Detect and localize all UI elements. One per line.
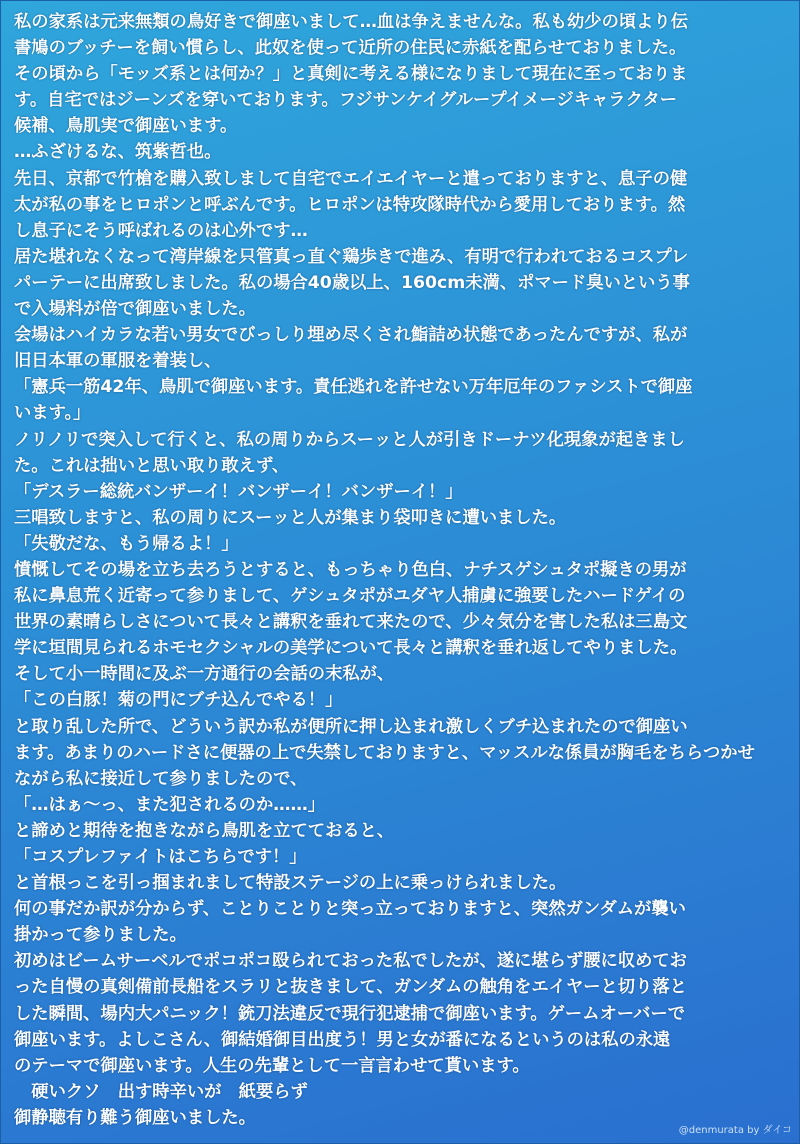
text-line: 旧日本軍の軍服を着装し、 [14, 351, 222, 372]
text-line: 候補、鳥肌実で御座います。 [14, 116, 238, 137]
text-line: 「失敬だな、もう帰るよ！」 [14, 533, 239, 554]
text-line: った自慢の真剣備前長船をスラリと抜きまして、ガンダムの触角をエイヤーと切り落と [14, 977, 687, 998]
text-line: した瞬間、場内大パニック！銃刀法違反で現行犯逮捕で御座います。ゲームオーバーで [14, 1003, 686, 1024]
text-line: と首根っこを引っ掴まれまして特設ステージの上に乗っけられました。 [14, 873, 567, 894]
text-line: す。自宅ではジーンズを穿いております。フジサンケイグループイメージキャラクター [14, 90, 678, 111]
text-line: 掛かって参りました。 [14, 925, 187, 946]
text-line: のテーマで御座います。人生の先輩として一言言わせて貰います。 [14, 1055, 530, 1076]
text-line: 書鳩のブッチーを飼い慣らし、此奴を使って近所の住民に赤紙を配らせておりました。 [14, 38, 687, 59]
text-line: います。」 [14, 403, 91, 424]
text-line: 私の家系は元来無類の鳥好きで御座いまして…血は争えませんな。私も幼少の頃より伝 [14, 12, 688, 32]
text-line: 「憲兵一筋42年、鳥肌で御座います。責任逃れを許せない万年厄年のファシストで御座 [14, 377, 693, 398]
credit-watermark: @denmurata by ダイコ [678, 1125, 792, 1136]
text-line: 私に鼻息荒く近寄って参りまして、ゲシュタポがユダヤ人捕虜に強要したハードゲイの [14, 586, 686, 607]
text-line: 「コスプレファイトはこちらです！」 [14, 847, 307, 867]
text-line: し息子にそう呼ばれるのは心外です… [14, 220, 308, 241]
text-line: 初めはビームサーベルでポコポコ殴られておった私でしたが、遂に堪らず腰に収めてお [14, 951, 687, 972]
text-line: 「この白豚！菊の門にブチ込んでやる！」 [14, 690, 343, 711]
text-line: た。これは拙いと思い取り敢えず、 [14, 455, 290, 476]
text-line: 先日、京都で竹槍を購入致しまして自宅でエイエイヤーと遣っておりますと、息子の健 [14, 168, 688, 189]
text-line: ます。あまりのハードさに便器の上で失禁しておりますと、マッスルな係員が胸毛をちらつかせ [14, 742, 755, 763]
text-line: 憤慨してその場を立ち去ろうとすると、もっちゃり色白、ナチスゲシュタポ擬きの男が [14, 559, 687, 580]
text-line: 御座います。よしこさん、御結婚御目出度う！男と女が番になるというのは私の永遠 [14, 1029, 671, 1050]
text-line: 世界の素晴らしさについて長々と講釈を垂れて来たので、少々気分を害した私は三島文 [14, 612, 688, 633]
text-line: 学に垣間見られるホモセクシャルの美学について長々と講釈を垂れ返してやりました。 [14, 638, 688, 659]
text-line: と諦めと期待を抱きながら鳥肌を立てておると、 [14, 820, 395, 841]
text-line: 何の事だか訳が分からず、ことりことりと突っ立っておりますと、突然ガンダムが襲い [14, 899, 686, 920]
text-line: 三唱致しますと、私の周りにスーッと人が集まり袋叩きに遭いました。 [14, 507, 567, 528]
text-line: 御静聴有り難う御座いました。 [14, 1107, 256, 1128]
text-line: と取り乱した所で、どういう訳か私が便所に押し込まれ激しくブチ込まれたので御座い [14, 716, 688, 737]
text-line: ノリノリで突入して行くと、私の周りからスーッと人が引きドーナツ化現象が起きまし [14, 429, 685, 450]
text-line: 「…はぁ～っ、また犯されるのか……」 [14, 794, 326, 815]
text-line: 硬いクソ 出す時辛いが 紙要らず [14, 1081, 308, 1102]
text-line: 「デスラー総統バンザーイ！バンザーイ！バンザーイ！」 [14, 481, 463, 502]
text-line: パーテーに出席致しました。私の場合40歳以上、160cm未満、ポマード臭いという事 [14, 272, 690, 293]
text-line: ながら私に接近して参りましたので、 [14, 768, 308, 789]
monologue-text [14, 9, 790, 1131]
text-line: …ふざけるな、筑紫哲也。 [14, 142, 222, 163]
text-line: そして小一時間に及ぶ一方通行の会話の末私が、 [14, 664, 395, 685]
text-line: 太が私の事をヒロポンと呼ぶんです。ヒロポンは特攻隊時代から愛用しております。然 [14, 194, 686, 215]
text-line: 居た堪れなくなって湾岸線を只管真っ直ぐ鶏歩きで進み、有明で行われておるコスプレ [14, 246, 689, 267]
text-line: 会場はハイカラな若い男女でびっしり埋め尽くされ鮨詰め状態であったんですが、私が [14, 325, 688, 346]
text-line: その頃から「モッズ系とは何か？」と真剣に考える様になりまして現在に至っておりま [14, 64, 688, 85]
text-line: で入場料が倍で御座いました。 [14, 299, 256, 320]
